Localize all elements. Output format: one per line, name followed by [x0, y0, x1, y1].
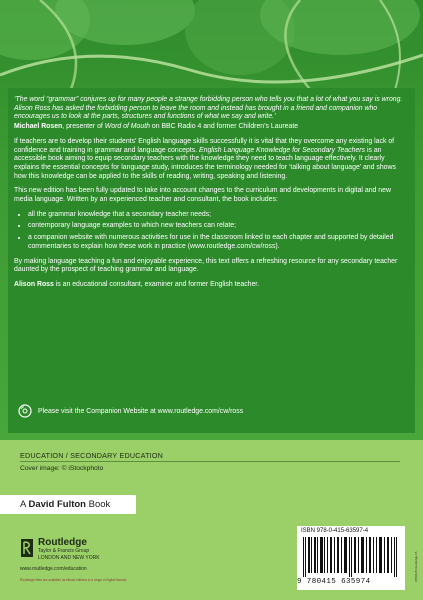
show-title: Word of Mouth: [104, 123, 150, 131]
paragraph-intro: [14, 138, 410, 182]
imprint-suffix: Book: [85, 499, 111, 510]
endorsement-attribution: [14, 123, 410, 132]
side-code: 9780415 Routledge 15: [414, 551, 418, 582]
author-name: Alison Ross: [14, 280, 54, 288]
attribution-text: on BBC Radio 4 and former Children’s Laureate: [149, 123, 299, 131]
endorsement-quote: ‘The word “grammar” conjures up for many people a strange forbidding person who tells you that a lot of what you say is wrong. Alison Ross has asked the forbidding person to leave the room and instead has brought in a friend and companion who encourages us to look at the parts, structures and functions of what we say and write.’: [14, 96, 403, 121]
subject-category: EDUCATION / SECONDARY EDUCATION: [20, 451, 164, 460]
attribution-text: , presenter of: [62, 123, 105, 131]
publisher-text: [38, 538, 100, 562]
features-list: [14, 211, 410, 252]
imprint-label: [0, 495, 136, 514]
list-item: • a companion website with numerous activities for use in the classroom linked to each chapter and supported by detailed commentaries to explain how these work in practice (www.routledge.com/cw/ross).: [28, 234, 410, 251]
imprint-name: David Fulton: [28, 499, 86, 510]
author-bio-text: is an educational consultant, examiner and former English teacher.: [53, 280, 260, 288]
imprint-prefix: A: [20, 499, 29, 510]
routledge-logo-icon: [20, 538, 34, 558]
companion-website: [18, 404, 243, 418]
barcode: [301, 537, 401, 577]
isbn-label: ISBN 978-0-415-63597-4: [301, 528, 369, 534]
paragraph-text: If teachers are to develop their students’ English language skills successfully it is vital that they overcome any existing lack of confidence and training in grammar and language concepts.: [14, 137, 395, 154]
publisher-logo: [20, 538, 100, 562]
publisher-location: LONDON AND NEW YORK: [38, 555, 100, 561]
cd-icon: [18, 404, 32, 418]
paragraph-closing: By making language teaching a fun and enjoyable experience, this text offers a refreshing resource for any secondary teacher daunted by the prospect of teaching grammar and language.: [14, 257, 398, 274]
blurb-text: [14, 96, 410, 296]
endorser-name: Michael Rosen: [14, 123, 63, 131]
publisher-name: Routledge: [38, 537, 87, 548]
list-item: • contemporary language examples to which new teachers can relate;: [28, 222, 410, 231]
paragraph-edition: This new edition has been fully updated to take into account changes to the curriculum and developments in digital and new media language. Written by an experienced teacher and consultant, the book includes:: [14, 187, 391, 204]
paragraph-text: is an accessible book aiming to equip secondary teachers with the knowledge they need to teach language effectively. It clearly explains the essential concepts for language study, introduces the terminology needed for ‘talking about language’ and shows how this knowledge can be applied to the skills of reading, writing, speaking and listening.: [14, 146, 396, 180]
cover-credit: Cover image: © iStockphoto: [20, 465, 104, 472]
publisher-url: www.routledge.com/education: [20, 566, 87, 572]
divider: [20, 461, 400, 462]
list-item: • all the grammar knowledge that a secondary teacher needs;: [28, 211, 410, 220]
isbn-barcode-block: [297, 526, 405, 590]
book-title: English Language Knowledge for Secondary Teachers: [199, 146, 366, 154]
ean-number: 9 780415 635974: [297, 578, 371, 586]
publisher-group: Taylor & Francis Group: [38, 548, 90, 554]
author-bio: [14, 281, 410, 290]
ebook-disclaimer: Routledge titles are available as eBook editions in a range of digital formats: [20, 578, 127, 582]
companion-text: Please visit the Companion Website at www.routledge.com/cw/ross: [38, 407, 244, 415]
